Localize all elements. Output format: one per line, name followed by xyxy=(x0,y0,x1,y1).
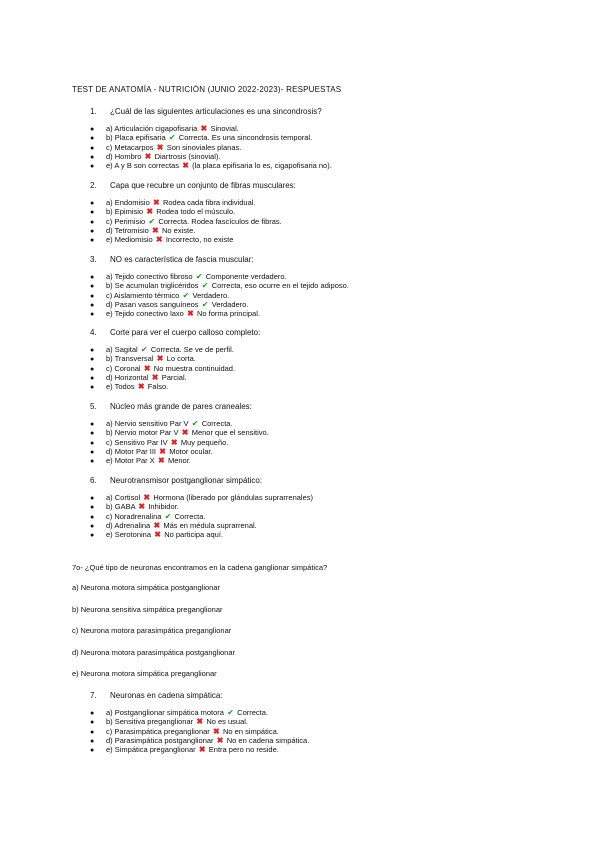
question-5-option xyxy=(90,428,269,437)
question-2-option xyxy=(90,235,282,244)
cross-icon: ✖ xyxy=(158,456,165,466)
question-2-options xyxy=(90,198,282,244)
bullet-icon: ● xyxy=(90,135,95,143)
option-text: c) Parasimpática preganglionar xyxy=(106,726,212,736)
option-text: d) Adrenalina xyxy=(106,520,153,530)
question-4-heading xyxy=(90,328,260,337)
question-1-option xyxy=(90,152,332,161)
bullet-icon: ● xyxy=(90,356,95,364)
option-text: b) Transversal xyxy=(106,354,156,364)
bullet-icon: ● xyxy=(90,495,95,502)
question-7-plain-heading: 7o- ¿Qué tipo de neuronas encontramos en la cadena ganglionar simpática? xyxy=(72,563,328,572)
option-comment: No forma principal. xyxy=(194,309,260,319)
checkmark-icon: ✔ xyxy=(191,419,199,428)
bullet-icon: ● xyxy=(90,209,95,217)
question-5-text: Núcleo más grande de pares craneales: xyxy=(110,402,252,411)
question-3-option xyxy=(90,272,349,281)
question-2-option xyxy=(90,217,282,226)
question-7-option xyxy=(90,708,309,717)
option-comment: Muy pequeño. xyxy=(178,437,229,447)
cross-icon: ✖ xyxy=(182,161,189,171)
checkmark-icon: ✔ xyxy=(182,290,190,300)
bullet-icon: ● xyxy=(90,430,95,438)
option-text: e) Tejido conectivo laxo xyxy=(106,309,186,319)
question-5-option xyxy=(90,447,269,456)
option-comment: No es usual. xyxy=(204,717,249,727)
bullet-icon: ● xyxy=(90,522,95,530)
question-6-text: Neurotransmisor postganglionar simpático: xyxy=(110,476,263,485)
option-text: c) Metacarpos xyxy=(106,142,156,152)
option-comment: Correcta. xyxy=(199,419,233,428)
question-3-heading xyxy=(90,255,254,264)
option-comment: Rodea todo el músculo. xyxy=(154,207,236,217)
question-3-text: NO es característica de fascia muscular: xyxy=(110,255,254,264)
option-text: b) Sensitiva preganglionar xyxy=(106,717,196,727)
bullet-icon: ● xyxy=(90,144,95,152)
option-comment: Entra pero no reside. xyxy=(206,745,279,755)
checkmark-icon: ✔ xyxy=(195,272,203,281)
option-comment: Correcta. xyxy=(172,511,206,521)
question-4-number: 4. xyxy=(90,328,97,337)
option-text: e) Mediomisio xyxy=(106,235,155,245)
checkmark-icon: ✔ xyxy=(168,133,176,143)
option-comment: Menor que el sensitivo. xyxy=(189,428,269,438)
question-2-option xyxy=(90,226,282,235)
checkmark-icon: ✔ xyxy=(148,216,156,226)
option-text: a) Nervio sensitivo Par V xyxy=(106,419,191,428)
option-comment: Motor ocular. xyxy=(167,446,213,456)
question-7-plain-option: e) Neurona motora simpática preganglionar xyxy=(72,669,217,678)
cross-icon: ✖ xyxy=(151,372,159,382)
question-2-option xyxy=(90,207,282,216)
bullet-icon: ● xyxy=(90,513,95,521)
cross-icon: ✖ xyxy=(154,530,161,540)
question-2-text: Capa que recubre un conjunto de fibras musculares: xyxy=(110,181,296,190)
checkmark-icon: ✔ xyxy=(201,299,209,309)
option-comment: Son sinoviales planas. xyxy=(164,142,242,152)
option-text: b) GABA xyxy=(106,502,138,512)
bullet-icon: ● xyxy=(90,710,95,717)
option-text: e) A y B son correctas xyxy=(106,161,182,171)
bullet-icon: ● xyxy=(90,458,95,466)
option-comment: Correcta, eso ocurre en el tejido adiposo. xyxy=(209,281,349,291)
option-text: b) Placa epifisaria xyxy=(106,133,168,143)
option-comment: Verdadero. xyxy=(190,290,230,300)
option-comment: (la placa epifisaria lo es, cigapofisaria no). xyxy=(190,161,332,171)
question-7-number: 7. xyxy=(90,691,97,700)
bullet-icon: ● xyxy=(90,504,95,512)
option-comment: Inhibidor. xyxy=(146,502,179,512)
question-5-number: 5. xyxy=(90,402,97,411)
question-4-options xyxy=(90,345,235,391)
cross-icon: ✖ xyxy=(138,502,146,512)
question-5-heading xyxy=(90,402,252,411)
document-title: TEST DE ANATOMÍA - NUTRICIÓN (JUNIO 2022-2023)- RESPUESTAS xyxy=(72,85,342,94)
question-6-option xyxy=(90,521,313,530)
option-text: c) Sensitivo Par IV xyxy=(106,437,170,447)
option-comment: Lo corta. xyxy=(164,354,196,364)
option-text: c) Perimisio xyxy=(106,216,148,226)
cross-icon: ✖ xyxy=(196,717,204,727)
option-comment: Más en médula suprarrenal. xyxy=(161,520,257,530)
option-comment: No existe. xyxy=(159,225,196,235)
bullet-icon: ● xyxy=(90,301,95,309)
option-text: d) Motor Par III xyxy=(106,446,159,456)
option-text: a) Endomisio xyxy=(106,198,152,207)
option-comment: Diartrosis (sinovial). xyxy=(152,151,221,161)
option-comment: No participa aquí. xyxy=(162,530,223,540)
bullet-icon: ● xyxy=(90,728,95,736)
question-2-number: 2. xyxy=(90,181,97,190)
question-6-number: 6. xyxy=(90,476,97,485)
option-comment: Verdadero. xyxy=(209,299,249,309)
bullet-icon: ● xyxy=(90,374,95,382)
option-comment: Rodea cada fibra individual. xyxy=(160,198,256,207)
bullet-icon: ● xyxy=(90,384,95,392)
option-text: c) Aislamiento térmico xyxy=(106,290,182,300)
option-comment: Correcta. Es una sincondrosis temporal. xyxy=(176,133,313,143)
option-comment: Menor. xyxy=(165,456,191,466)
bullet-icon: ● xyxy=(90,200,95,207)
question-6-option xyxy=(90,530,313,539)
bullet-icon: ● xyxy=(90,153,95,161)
checkmark-icon: ✔ xyxy=(227,708,234,717)
cross-icon: ✖ xyxy=(153,520,161,530)
question-7-options xyxy=(90,708,309,754)
question-5-options xyxy=(90,419,269,465)
bullet-icon: ● xyxy=(90,532,95,540)
bullet-icon: ● xyxy=(90,218,95,226)
option-comment: Correcta. xyxy=(235,708,268,717)
cross-icon: ✖ xyxy=(153,198,160,207)
cross-icon: ✖ xyxy=(146,207,154,217)
checkmark-icon: ✔ xyxy=(140,345,148,354)
cross-icon: ✖ xyxy=(137,382,145,392)
question-1-option xyxy=(90,161,332,170)
option-text: d) Hombro xyxy=(106,151,144,161)
question-5-option xyxy=(90,419,269,428)
bullet-icon: ● xyxy=(90,719,95,727)
cross-icon: ✖ xyxy=(156,142,164,152)
bullet-icon: ● xyxy=(90,274,95,281)
option-text: b) Se acumulan triglicéridos xyxy=(106,281,201,291)
option-text: d) Horizontal xyxy=(106,372,151,382)
question-4-option xyxy=(90,382,235,391)
question-2-heading xyxy=(90,181,296,190)
cross-icon: ✖ xyxy=(181,428,189,438)
cross-icon: ✖ xyxy=(143,363,151,373)
bullet-icon: ● xyxy=(90,292,95,300)
question-7-text: Neuronas en cadena simpática: xyxy=(110,691,223,700)
option-comment: Incorrecto, no existe xyxy=(163,235,234,245)
option-text: c) Noradrenalina xyxy=(106,511,164,521)
question-7-plain-option: a) Neurona motora simpática postganglionar xyxy=(72,583,220,592)
bullet-icon: ● xyxy=(90,737,95,745)
option-comment: No en cadena simpática. xyxy=(224,735,310,745)
question-1-option xyxy=(90,133,332,142)
question-3-option xyxy=(90,291,349,300)
question-7-heading xyxy=(90,691,223,700)
question-4-option xyxy=(90,345,235,354)
question-1-option xyxy=(90,143,332,152)
bullet-icon: ● xyxy=(90,283,95,291)
option-text: a) Postganglionar simpática motora xyxy=(106,708,227,717)
bullet-icon: ● xyxy=(90,347,95,354)
option-text: a) Sagital xyxy=(106,345,140,354)
question-3-option xyxy=(90,281,349,290)
cross-icon: ✖ xyxy=(198,745,206,755)
option-text: c) Coronal xyxy=(106,363,143,373)
question-5-option xyxy=(90,438,269,447)
question-7-option xyxy=(90,717,309,726)
option-comment: Parcial. xyxy=(159,372,187,382)
cross-icon: ✖ xyxy=(155,235,163,245)
bullet-icon: ● xyxy=(90,311,95,319)
cross-icon: ✖ xyxy=(152,225,159,235)
question-7-option xyxy=(90,727,309,736)
question-7-plain-option: b) Neurona sensitiva simpática preganglionar xyxy=(72,605,223,614)
option-text: a) Articulación cigapofisaria xyxy=(106,124,200,133)
cross-icon: ✖ xyxy=(159,446,166,456)
option-text: e) Todos xyxy=(106,382,137,392)
question-7-option xyxy=(90,736,309,745)
question-4-option xyxy=(90,364,235,373)
option-text: b) Epimisio xyxy=(106,207,146,217)
cross-icon: ✖ xyxy=(143,493,151,502)
question-3-options xyxy=(90,272,349,318)
question-3-option xyxy=(90,300,349,309)
option-text: e) Simpática preganglionar xyxy=(106,745,198,755)
bullet-icon: ● xyxy=(90,163,95,171)
question-4-option xyxy=(90,373,235,382)
question-6-option xyxy=(90,502,313,511)
bullet-icon: ● xyxy=(90,365,95,373)
cross-icon: ✖ xyxy=(187,309,194,319)
option-text: a) Tejido conectivo fibroso xyxy=(106,272,195,281)
option-comment: Falso. xyxy=(145,382,169,392)
bullet-icon: ● xyxy=(90,448,95,456)
question-4-text: Corte para ver el cuerpo calloso completo: xyxy=(110,328,261,337)
question-3-number: 3. xyxy=(90,255,97,264)
option-comment: Sinovial. xyxy=(208,124,239,133)
question-7-plain-option: d) Neurona motora parasimpática postganglionar xyxy=(72,648,236,657)
question-1-number: 1. xyxy=(90,107,97,116)
option-comment: No muestra continuidad. xyxy=(151,363,236,373)
option-text: d) Parasimpática postganglionar xyxy=(106,735,216,745)
option-comment: Componente verdadero. xyxy=(203,272,287,281)
option-comment: Hormona (liberado por glándulas suprarrenales) xyxy=(151,493,314,502)
question-5-option xyxy=(90,456,269,465)
option-text: a) Cortisol xyxy=(106,493,143,502)
question-2-option xyxy=(90,198,282,207)
question-7-plain-option: c) Neurona motora parasimpática preganglionar xyxy=(72,626,232,635)
bullet-icon: ● xyxy=(90,227,95,235)
bullet-icon: ● xyxy=(90,747,95,755)
cross-icon: ✖ xyxy=(213,726,220,736)
cross-icon: ✖ xyxy=(200,124,208,133)
question-7-option xyxy=(90,745,309,754)
cross-icon: ✖ xyxy=(156,354,164,364)
question-3-option xyxy=(90,309,349,318)
question-6-options xyxy=(90,493,313,539)
cross-icon: ✖ xyxy=(216,735,224,745)
question-6-option xyxy=(90,512,313,521)
question-4-option xyxy=(90,354,235,363)
question-1-text: ¿Cuál de las siguientes articulaciones es una sincondrosis? xyxy=(110,107,322,116)
cross-icon: ✖ xyxy=(144,151,152,161)
option-comment: No en simpática. xyxy=(220,726,279,736)
option-comment: Correcta. Se ve de perfil. xyxy=(148,345,234,354)
option-text: e) Serotonina xyxy=(106,530,154,540)
bullet-icon: ● xyxy=(90,237,95,245)
option-text: b) Nervio motor Par V xyxy=(106,428,181,438)
question-6-heading xyxy=(90,476,262,485)
bullet-icon: ● xyxy=(90,439,95,447)
option-text: e) Motor Par X xyxy=(106,456,157,466)
bullet-icon: ● xyxy=(90,126,95,133)
option-text: d) Tetromisio xyxy=(106,225,151,235)
option-text: d) Pasan vasos sanguíneos xyxy=(106,299,201,309)
question-1-option xyxy=(90,124,332,133)
bullet-icon: ● xyxy=(90,421,95,428)
option-comment: Correcta. Rodea fascículos de fibras. xyxy=(156,216,282,226)
cross-icon: ✖ xyxy=(170,437,178,447)
question-1-heading xyxy=(90,107,322,116)
checkmark-icon: ✔ xyxy=(164,511,172,521)
question-6-option xyxy=(90,493,313,502)
checkmark-icon: ✔ xyxy=(201,281,209,291)
question-1-options xyxy=(90,124,332,170)
